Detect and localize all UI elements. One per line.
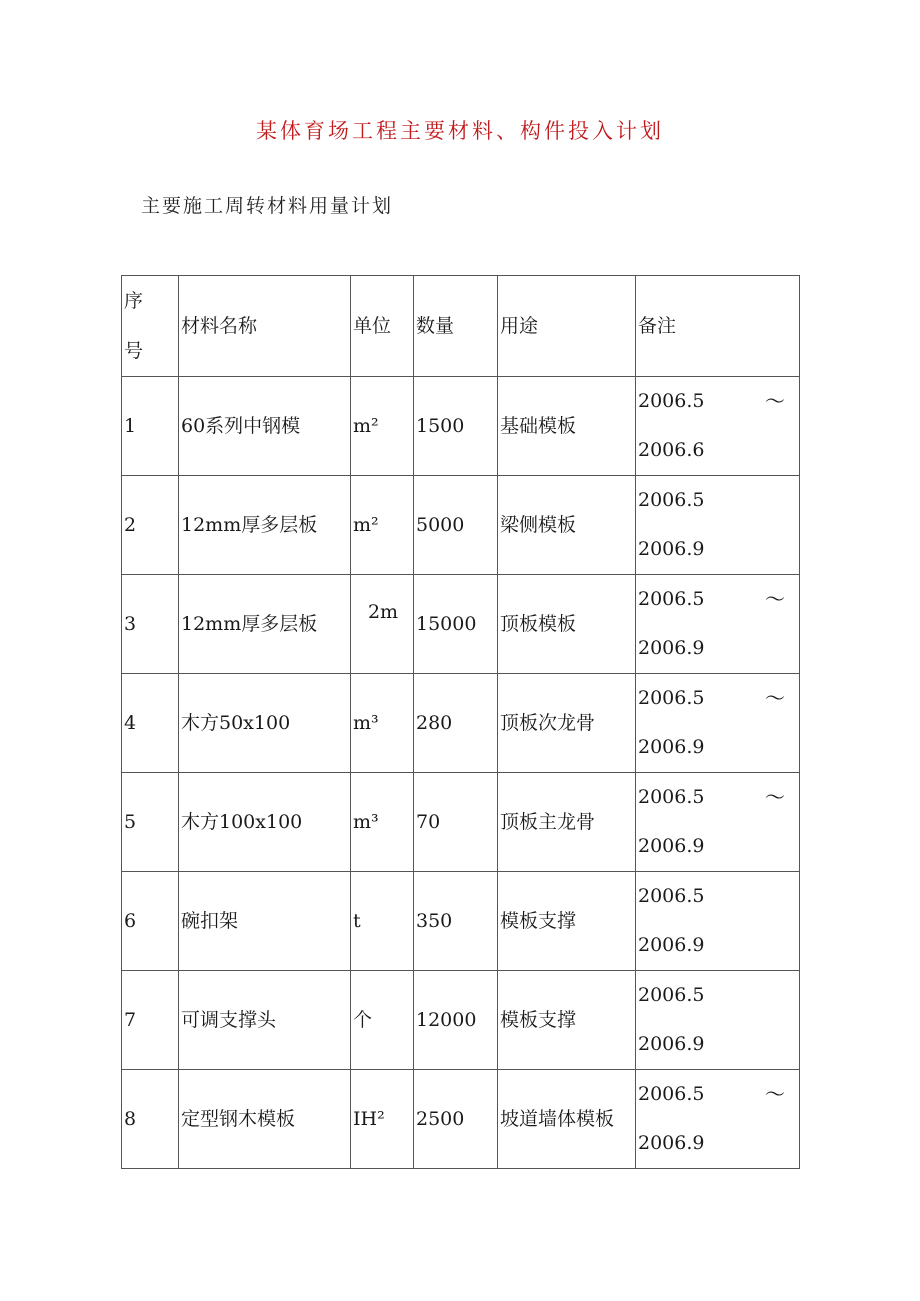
note-end-date: 2006.6 bbox=[638, 439, 705, 461]
materials-table bbox=[121, 275, 800, 1169]
note-start-date: 2006.5 bbox=[638, 588, 705, 610]
use-text: 坡道墙体模板 bbox=[500, 1108, 615, 1130]
cell-seq: 8 bbox=[122, 1070, 179, 1169]
cell-name: 可调支撑头 bbox=[179, 971, 351, 1070]
section-subtitle: 主要施工周转材料用量计划 bbox=[141, 195, 394, 217]
note-line-start bbox=[638, 674, 799, 723]
note-start-date: 2006.5 bbox=[638, 885, 705, 907]
cell-name: 定型钢木模板 bbox=[179, 1070, 351, 1169]
cell-note bbox=[636, 971, 800, 1070]
cell-qty: 280 bbox=[414, 674, 498, 773]
header-note: 备注 bbox=[636, 276, 800, 377]
header-unit: 单位 bbox=[351, 276, 414, 377]
cell-qty: 15000 bbox=[414, 575, 498, 674]
cell-unit bbox=[351, 575, 414, 674]
header-use: 用途 bbox=[498, 276, 636, 377]
cell-use bbox=[498, 1070, 636, 1169]
header-seq-line1: 序 bbox=[124, 290, 144, 312]
use-text: 顶板模板 bbox=[500, 613, 577, 635]
use-text: 模板支撑 bbox=[500, 910, 577, 932]
cell-name: 木方100x100 bbox=[179, 773, 351, 872]
note-line-start bbox=[638, 872, 799, 921]
cell-note bbox=[636, 377, 800, 476]
note-start-date: 2006.5 bbox=[638, 1083, 705, 1105]
cell-seq: 4 bbox=[122, 674, 179, 773]
header-seq-line2: 号 bbox=[124, 340, 144, 362]
use-text: 梁侧模板 bbox=[500, 514, 577, 536]
cell-qty: 350 bbox=[414, 872, 498, 971]
cell-note bbox=[636, 674, 800, 773]
cell-use bbox=[498, 575, 636, 674]
tilde-separator: ～ bbox=[765, 1082, 785, 1106]
unit-value: m² bbox=[353, 415, 379, 437]
note-line-start bbox=[638, 773, 799, 822]
cell-seq: 1 bbox=[122, 377, 179, 476]
cell-seq: 6 bbox=[122, 872, 179, 971]
note-end-date: 2006.9 bbox=[638, 736, 705, 758]
note-end-date: 2006.9 bbox=[638, 1132, 705, 1154]
table-row bbox=[122, 674, 800, 773]
table-header-row bbox=[122, 276, 800, 377]
header-seq bbox=[122, 276, 179, 377]
note-start-date: 2006.5 bbox=[638, 687, 705, 709]
cell-name: 60系列中钢模 bbox=[179, 377, 351, 476]
header-name: 材料名称 bbox=[179, 276, 351, 377]
document-title: 某体育场工程主要材料、构件投入计划 bbox=[256, 119, 664, 143]
note-end-date: 2006.9 bbox=[638, 835, 705, 857]
note-start-date: 2006.5 bbox=[638, 489, 705, 511]
cell-unit bbox=[351, 476, 414, 575]
use-text: 模板支撑 bbox=[500, 1009, 577, 1031]
note-line-start bbox=[638, 575, 799, 624]
cell-unit bbox=[351, 773, 414, 872]
tilde-separator: ～ bbox=[765, 785, 785, 809]
cell-unit bbox=[351, 872, 414, 971]
table-row bbox=[122, 377, 800, 476]
cell-note bbox=[636, 872, 800, 971]
cell-note bbox=[636, 476, 800, 575]
table-row bbox=[122, 575, 800, 674]
note-line-start bbox=[638, 377, 799, 426]
use-text: 基础模板 bbox=[500, 415, 577, 437]
cell-seq: 5 bbox=[122, 773, 179, 872]
cell-note bbox=[636, 773, 800, 872]
note-line-start bbox=[638, 476, 799, 525]
note-end-date: 2006.9 bbox=[638, 934, 705, 956]
cell-unit bbox=[351, 674, 414, 773]
note-line-start bbox=[638, 1070, 799, 1119]
unit-value: m³ bbox=[353, 811, 379, 833]
note-end-date: 2006.9 bbox=[638, 538, 705, 560]
unit-value: 个 bbox=[353, 1009, 373, 1031]
header-qty: 数量 bbox=[414, 276, 498, 377]
note-line-start bbox=[638, 971, 799, 1020]
cell-qty: 2500 bbox=[414, 1070, 498, 1169]
cell-unit bbox=[351, 1070, 414, 1169]
cell-seq: 2 bbox=[122, 476, 179, 575]
note-end-date: 2006.9 bbox=[638, 1033, 705, 1055]
cell-use bbox=[498, 476, 636, 575]
cell-use bbox=[498, 377, 636, 476]
table-row bbox=[122, 773, 800, 872]
cell-note bbox=[636, 575, 800, 674]
unit-value: m³ bbox=[353, 712, 379, 734]
tilde-separator: ～ bbox=[765, 587, 785, 611]
note-end-date: 2006.9 bbox=[638, 637, 705, 659]
unit-value: IH² bbox=[353, 1108, 385, 1130]
cell-use bbox=[498, 971, 636, 1070]
tilde-separator: ～ bbox=[765, 389, 785, 413]
cell-qty: 1500 bbox=[414, 377, 498, 476]
cell-name: 12mm厚多层板 bbox=[179, 476, 351, 575]
cell-unit bbox=[351, 377, 414, 476]
table-row bbox=[122, 872, 800, 971]
cell-qty: 5000 bbox=[414, 476, 498, 575]
cell-unit bbox=[351, 971, 414, 1070]
note-start-date: 2006.5 bbox=[638, 390, 705, 412]
cell-seq: 3 bbox=[122, 575, 179, 674]
table-row bbox=[122, 971, 800, 1070]
tilde-separator: ～ bbox=[765, 686, 785, 710]
use-text: 顶板主龙骨 bbox=[500, 811, 596, 833]
cell-name: 12mm厚多层板 bbox=[179, 575, 351, 674]
cell-use bbox=[498, 674, 636, 773]
cell-qty: 70 bbox=[414, 773, 498, 872]
unit-value: 2m bbox=[367, 601, 399, 623]
cell-qty: 12000 bbox=[414, 971, 498, 1070]
unit-value: m² bbox=[353, 514, 379, 536]
use-text: 顶板次龙骨 bbox=[500, 712, 596, 734]
cell-note bbox=[636, 1070, 800, 1169]
cell-seq: 7 bbox=[122, 971, 179, 1070]
cell-name: 碗扣架 bbox=[179, 872, 351, 971]
cell-use bbox=[498, 872, 636, 971]
table-row bbox=[122, 476, 800, 575]
table-row bbox=[122, 1070, 800, 1169]
note-start-date: 2006.5 bbox=[638, 786, 705, 808]
note-start-date: 2006.5 bbox=[638, 984, 705, 1006]
cell-use bbox=[498, 773, 636, 872]
unit-value: t bbox=[353, 910, 361, 932]
cell-name: 木方50x100 bbox=[179, 674, 351, 773]
